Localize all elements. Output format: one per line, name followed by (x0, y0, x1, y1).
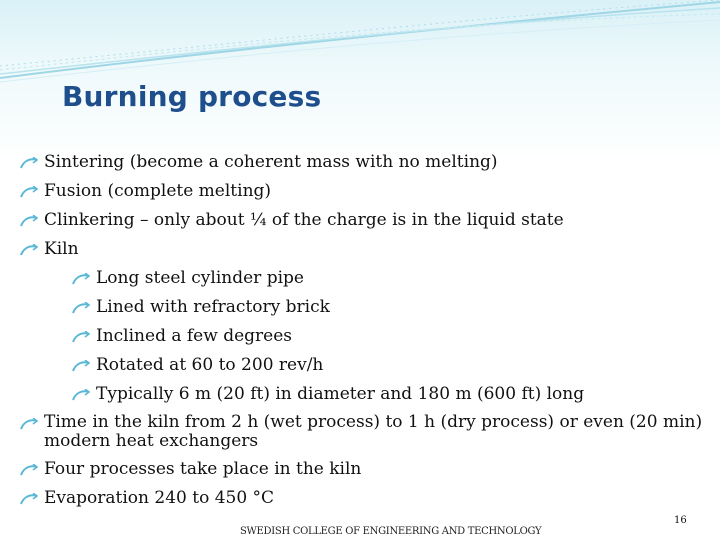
arrow-bullet-icon (72, 360, 90, 372)
list-item (20, 239, 710, 260)
arrow-bullet-icon (72, 273, 90, 285)
list-item (20, 152, 710, 173)
bullet-list (20, 152, 710, 517)
list-item (72, 384, 710, 405)
arrow-bullet-icon (20, 493, 38, 505)
list-item-text: Rotated at 60 to 200 rev/h (96, 355, 324, 375)
list-item (20, 413, 710, 451)
list-item (20, 459, 710, 480)
arrow-bullet-icon (20, 418, 38, 430)
list-item (20, 210, 710, 231)
list-item (20, 181, 710, 202)
arrow-bullet-icon (20, 186, 38, 198)
list-item-text: Kiln (44, 239, 79, 259)
header-swoosh-decoration (0, 0, 720, 90)
arrow-bullet-icon (20, 157, 38, 169)
list-item-text: Inclined a few degrees (96, 326, 292, 346)
arrow-bullet-icon (20, 464, 38, 476)
arrow-bullet-icon (72, 331, 90, 343)
list-item-text: Clinkering – only about ¼ of the charge is in the liquid state (44, 210, 564, 230)
arrow-bullet-icon (72, 302, 90, 314)
arrow-bullet-icon (72, 389, 90, 401)
arrow-bullet-icon (20, 244, 38, 256)
list-item-text: Long steel cylinder pipe (96, 268, 304, 288)
page-number: 16 (674, 515, 687, 526)
list-item-text: Typically 6 m (20 ft) in diameter and 180 m (600 ft) long (96, 384, 585, 404)
footer-text: SWEDISH COLLEGE OF ENGINEERING AND TECHNOLOGY (240, 526, 542, 537)
list-item (72, 326, 710, 347)
list-item-text: Evaporation 240 to 450 °C (44, 488, 275, 508)
slide-title: Burning process (62, 80, 322, 113)
list-item-text: Sintering (become a coherent mass with no melting) (44, 152, 498, 172)
list-item-text: Fusion (complete melting) (44, 181, 272, 201)
list-item (72, 297, 710, 318)
list-item (72, 268, 710, 289)
list-item-text: Lined with refractory brick (96, 297, 330, 317)
list-item-text: Time in the kiln from 2 h (wet process) to 1 h (dry process) or even (20 min) modern heat exchangers (44, 412, 703, 451)
list-item-text: Four processes take place in the kiln (44, 459, 362, 479)
arrow-bullet-icon (20, 215, 38, 227)
list-item (72, 355, 710, 376)
list-item (20, 488, 710, 509)
